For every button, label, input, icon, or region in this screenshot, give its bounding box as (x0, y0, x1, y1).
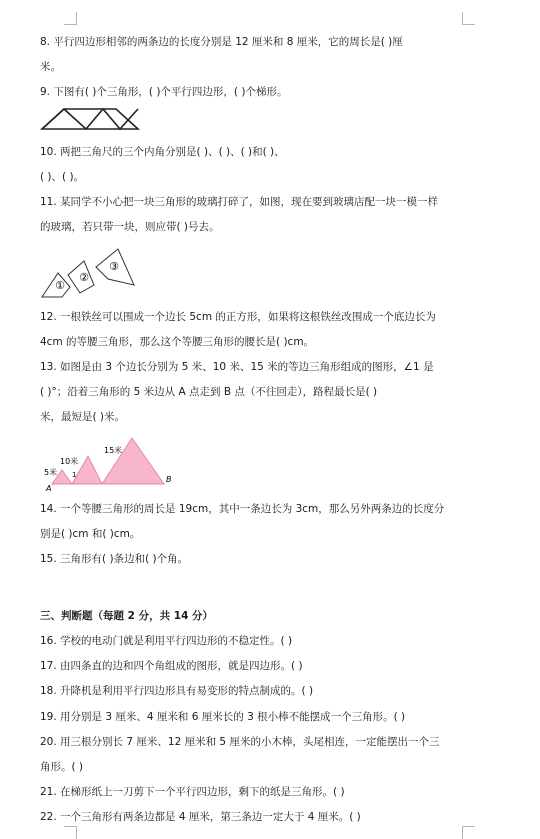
section-heading-true-false: 三、判断题（每题 2 分，共 14 分） (40, 610, 214, 622)
question-8-line-2: 米。 (40, 61, 61, 73)
question-14-line-2: 别是( )cm 和( )cm。 (40, 528, 141, 540)
label-5m: 5米 (44, 468, 58, 477)
question-13-line-3: 米，最短是( )米。 (40, 411, 126, 423)
question-11-line-1: 11. 某同学不小心把一块三角形的玻璃打碎了，如图，现在要到玻璃店配一块一模一样 (40, 196, 439, 208)
question-22: 22. 一个三角形有两条边都是 4 厘米，第三条边一定大于 4 厘米。( ) (40, 811, 361, 823)
question-17: 17. 由四条直的边和四个角组成的图形，就是四边形。( ) (40, 660, 303, 672)
label-15m: 15米 (104, 446, 123, 455)
question-10-line-1: 10. 两把三角尺的三个内角分别是( )、( )、( )和( )、 (40, 146, 285, 158)
corner-mark-top-left (64, 12, 77, 25)
label-10m: 10米 (60, 457, 79, 466)
figure-triangles-strip (38, 106, 142, 132)
question-13-line-2: ( )°；沿着三角形的 5 米边从 A 点走到 B 点（不往回走），路程最长是( ) (40, 386, 378, 398)
corner-mark-bottom-right (462, 826, 475, 839)
question-15: 15. 三角形有( )条边和( )个角。 (40, 553, 189, 565)
question-18: 18. 升降机是利用平行四边形具有易变形的特点制成的。( ) (40, 685, 314, 697)
angle-1-label: 1 (72, 471, 77, 479)
figure-pink-triangles (36, 430, 178, 494)
question-20-line-2: 角形。( ) (40, 761, 84, 773)
question-9: 9. 下图有( )个三角形，( )个平行四边形，( )个梯形。 (40, 86, 288, 98)
point-b-label: B (166, 475, 172, 484)
question-13-line-1: 13. 如图是由 3 个边长分别为 5 米、10 米、15 米的等边三角形组成的图形，∠1 是 (40, 361, 434, 373)
question-14-line-1: 14. 一个等腰三角形的周长是 19cm，其中一条边长为 3cm，那么另外两条边的长度分 (40, 503, 445, 515)
question-12-line-1: 12. 一根铁丝可以围成一个边长 5cm 的正方形，如果将这根铁丝改围成一个底边长为 (40, 311, 436, 323)
question-11-line-2: 的玻璃，若只带一块，则应带( )号去。 (40, 221, 220, 233)
question-8-line-1: 8. 平行四边形相邻的两条边的长度分别是 12 厘米和 8 厘米，它的周长是( )厘 (40, 36, 403, 48)
question-21: 21. 在梯形纸上一刀剪下一个平行四边形，剩下的纸是三角形。( ) (40, 786, 345, 798)
corner-mark-top-right (462, 12, 475, 25)
fragment-label-1: ① (55, 279, 65, 292)
corner-mark-bottom-left (64, 826, 77, 839)
fragment-label-2: ② (79, 271, 89, 284)
fragment-label-3: ③ (109, 260, 119, 273)
question-16: 16. 学校的电动门就是利用平行四边形的不稳定性。( ) (40, 635, 293, 647)
question-19: 19. 用分别是 3 厘米、4 厘米和 6 厘米长的 3 根小棒不能摆成一个三角形。( ) (40, 711, 406, 723)
question-10-line-2: ( )、( )。 (40, 171, 85, 183)
question-20-line-1: 20. 用三根分别长 7 厘米、12 厘米和 5 厘米的小木棒，头尾相连，一定能摆出一个三 (40, 736, 440, 748)
question-12-line-2: 4cm 的等腰三角形，那么这个等腰三角形的腰长是( )cm。 (40, 336, 315, 348)
figure-broken-glass (38, 245, 138, 301)
point-a-label: A (46, 484, 52, 493)
